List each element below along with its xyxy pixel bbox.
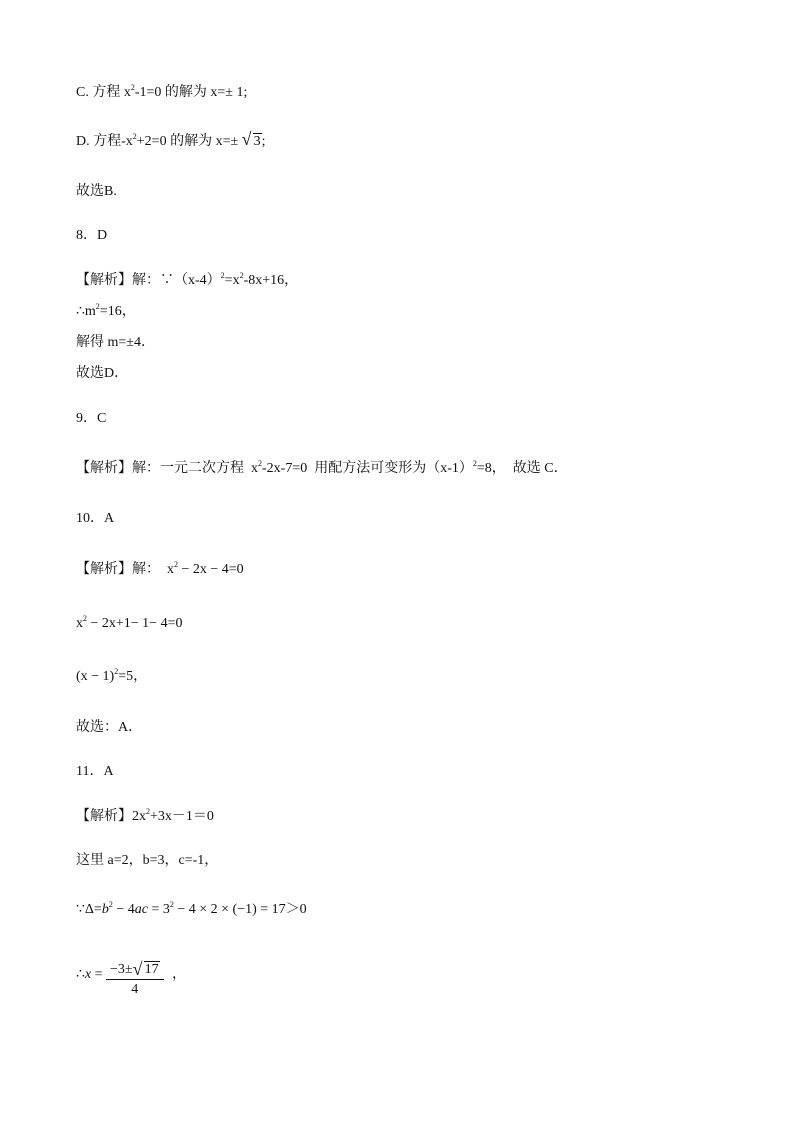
choose-b-line: 故选B.	[76, 184, 117, 199]
sqrt-symbol: √ 17	[133, 962, 160, 978]
q8-solve-line: 解得 m=±4．	[76, 335, 155, 350]
question-9-answer: 9．C	[76, 411, 107, 426]
q8-m-line: $\therefore m^2=16$，	[76, 302, 136, 319]
q10-step1-line: $x^2 - 2x+1- 1- 4=0$	[76, 614, 183, 631]
q8-analysis-line: 【解析】解：$\because(x-4)^2=x^2-8x+16$，	[76, 271, 299, 288]
q11-coefficients-line: 这里 a=2，b=3，c=-1，	[76, 853, 219, 868]
sqrt-symbol: √ 3	[242, 133, 262, 151]
q11-analysis-line: 【解析】$2x^2+3x-1=0$	[76, 807, 214, 824]
fraction-numerator: −3±√ 17	[106, 962, 164, 980]
q11-result-prefix: ∴x =	[76, 967, 103, 982]
option-d-line: D. 方程$-x^2+2=0$ 的解为 x=± √ 3;	[76, 133, 266, 151]
q10-choose-line: 故选：A．	[76, 720, 143, 735]
question-8-answer: 8．D	[76, 228, 108, 243]
fraction-denominator: 4	[131, 982, 139, 997]
q11-result-suffix: ，	[172, 967, 186, 982]
question-10-answer: 10．A	[76, 511, 115, 526]
q9-analysis-line: 【解析】解：一元二次方程 $x^2-2x-7=0$ 用配方法可变形为$(x-1)^2=8$， 故选 C．	[76, 459, 568, 476]
q8-choose-line: 故选D．	[76, 366, 129, 381]
q11-delta-line: $\because\Delta=b^2 - 4ac = 3^2 - 4 \times 2 \times (-1) = 17>0$	[76, 900, 307, 917]
q10-step2-line: $(x - 1)^2=5$，	[76, 667, 148, 684]
question-11-answer: 11．A	[76, 764, 114, 779]
q10-analysis-line: 【解析】解： $x^2 - 2x - 4=0$	[76, 560, 244, 577]
option-c-line: C. 方程 $x^2-1=0$ 的解为 x=± 1;	[76, 83, 248, 100]
q11-result-fraction	[106, 962, 164, 998]
